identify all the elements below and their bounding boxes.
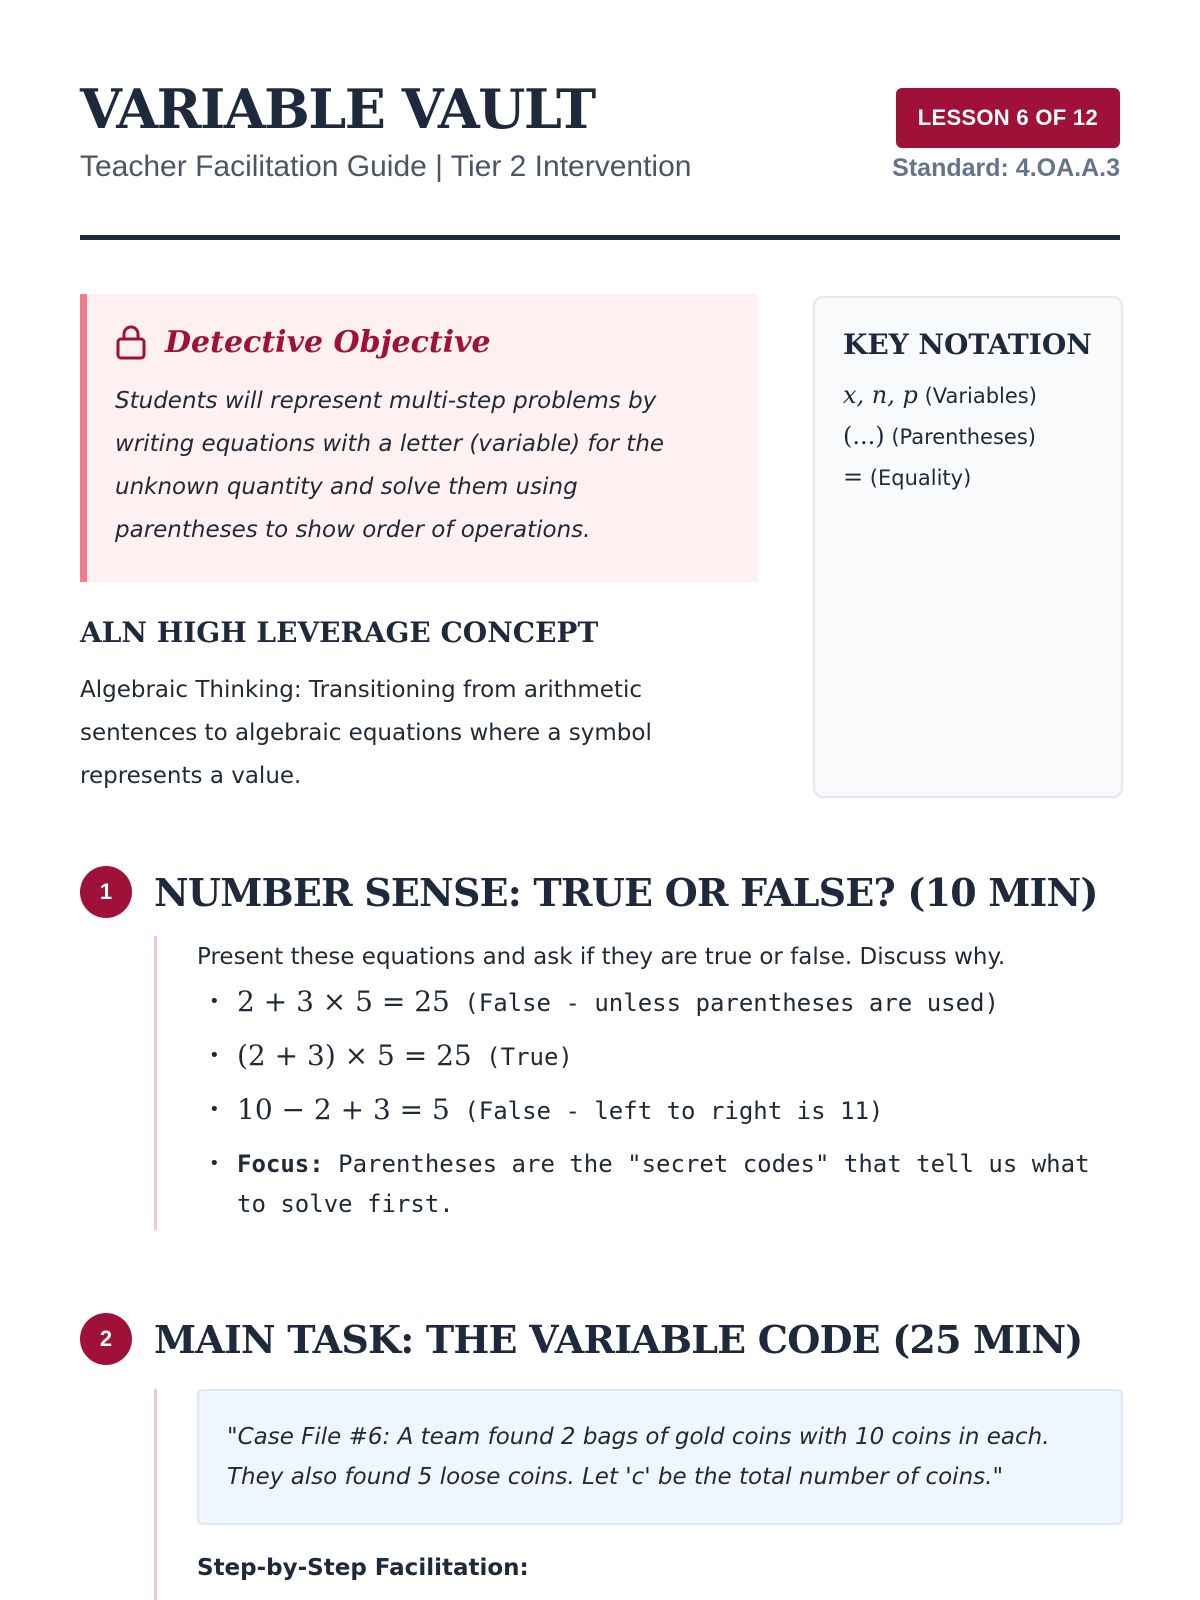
objective-text: Students will represent multi-step problems by writing equations with a letter (variable) for the unknown quantity and solve them using parentheses to show order of operations.: [115, 388, 665, 543]
section-main-task: [80, 1311, 1120, 1600]
page-title: VARIABLE VAULT: [80, 77, 595, 141]
steps-heading: Step-by-Step Facilitation:: [197, 1555, 529, 1581]
list-item: [197, 982, 1120, 1023]
section-title: NUMBER SENSE: TRUE OR FALSE? (10 MIN): [154, 869, 1098, 915]
case-file-box: "Case File #6: A team found 2 bags of gold coins with 10 coins in each. They also found 5 loose coins. Let 'c' be the total number of coins.": [197, 1389, 1123, 1525]
objective-header: [115, 324, 491, 360]
notation-symbol: (...): [843, 422, 885, 450]
page-subtitle: Teacher Facilitation Guide | Tier 2 Intervention: [80, 150, 692, 183]
equation: (2 + 3) × 5 = 25: [237, 1039, 472, 1072]
notation-item-equality: [843, 457, 1093, 498]
key-notation-panel: [813, 296, 1123, 798]
equation-list: [197, 982, 1120, 1224]
section-number-badge: 2: [80, 1313, 132, 1365]
notation-label: (Parentheses): [891, 425, 1036, 449]
focus-text: Parentheses are the "secret codes" that tell us what to solve first.: [237, 1150, 1090, 1218]
header-divider: [80, 235, 1120, 240]
notation-label: (Variables): [924, 384, 1037, 408]
lock-icon: [115, 324, 147, 360]
focus-label: Focus:: [237, 1150, 324, 1178]
objective-box: [80, 294, 758, 582]
section-header: [80, 1311, 1120, 1367]
page-header: [80, 77, 1120, 240]
section-number-badge: 1: [80, 866, 132, 918]
key-notation-title: KEY NOTATION: [843, 328, 1092, 361]
equation-note: (False - left to right is 11): [464, 1097, 884, 1125]
notation-symbol: =: [843, 463, 864, 491]
list-item: [197, 1090, 1120, 1131]
list-item: [197, 1036, 1120, 1077]
lesson-badge: LESSON 6 OF 12: [896, 88, 1120, 148]
section-title: MAIN TASK: THE VARIABLE CODE (25 MIN): [154, 1316, 1083, 1362]
section-number-sense: [80, 864, 1120, 1230]
section-body: [154, 936, 1120, 1230]
section-body: [154, 1389, 1120, 1600]
equation-note: (True): [486, 1043, 573, 1071]
aln-concept-title: ALN HIGH LEVERAGE CONCEPT: [80, 616, 599, 649]
equation: 10 − 2 + 3 = 5: [237, 1093, 450, 1126]
objective-title: Detective Objective: [165, 324, 491, 360]
standard-label: Standard: 4.OA.A.3: [892, 154, 1120, 182]
section-prompt: Present these equations and ask if they are true or false. Discuss why.: [197, 944, 1006, 970]
section-header: [80, 864, 1120, 920]
notation-label: (Equality): [869, 466, 972, 490]
list-item-focus: [197, 1144, 1120, 1224]
equation-note: (False - unless parentheses are used): [464, 989, 999, 1017]
aln-concept-text: Algebraic Thinking: Transitioning from arithmetic sentences to algebraic equations where a symbol represents a value.: [80, 677, 652, 789]
notation-symbol: x, n, p: [843, 381, 918, 409]
equation: 2 + 3 × 5 = 25: [237, 985, 450, 1018]
notation-item-variables: [843, 375, 1093, 416]
notation-item-parentheses: [843, 416, 1093, 457]
